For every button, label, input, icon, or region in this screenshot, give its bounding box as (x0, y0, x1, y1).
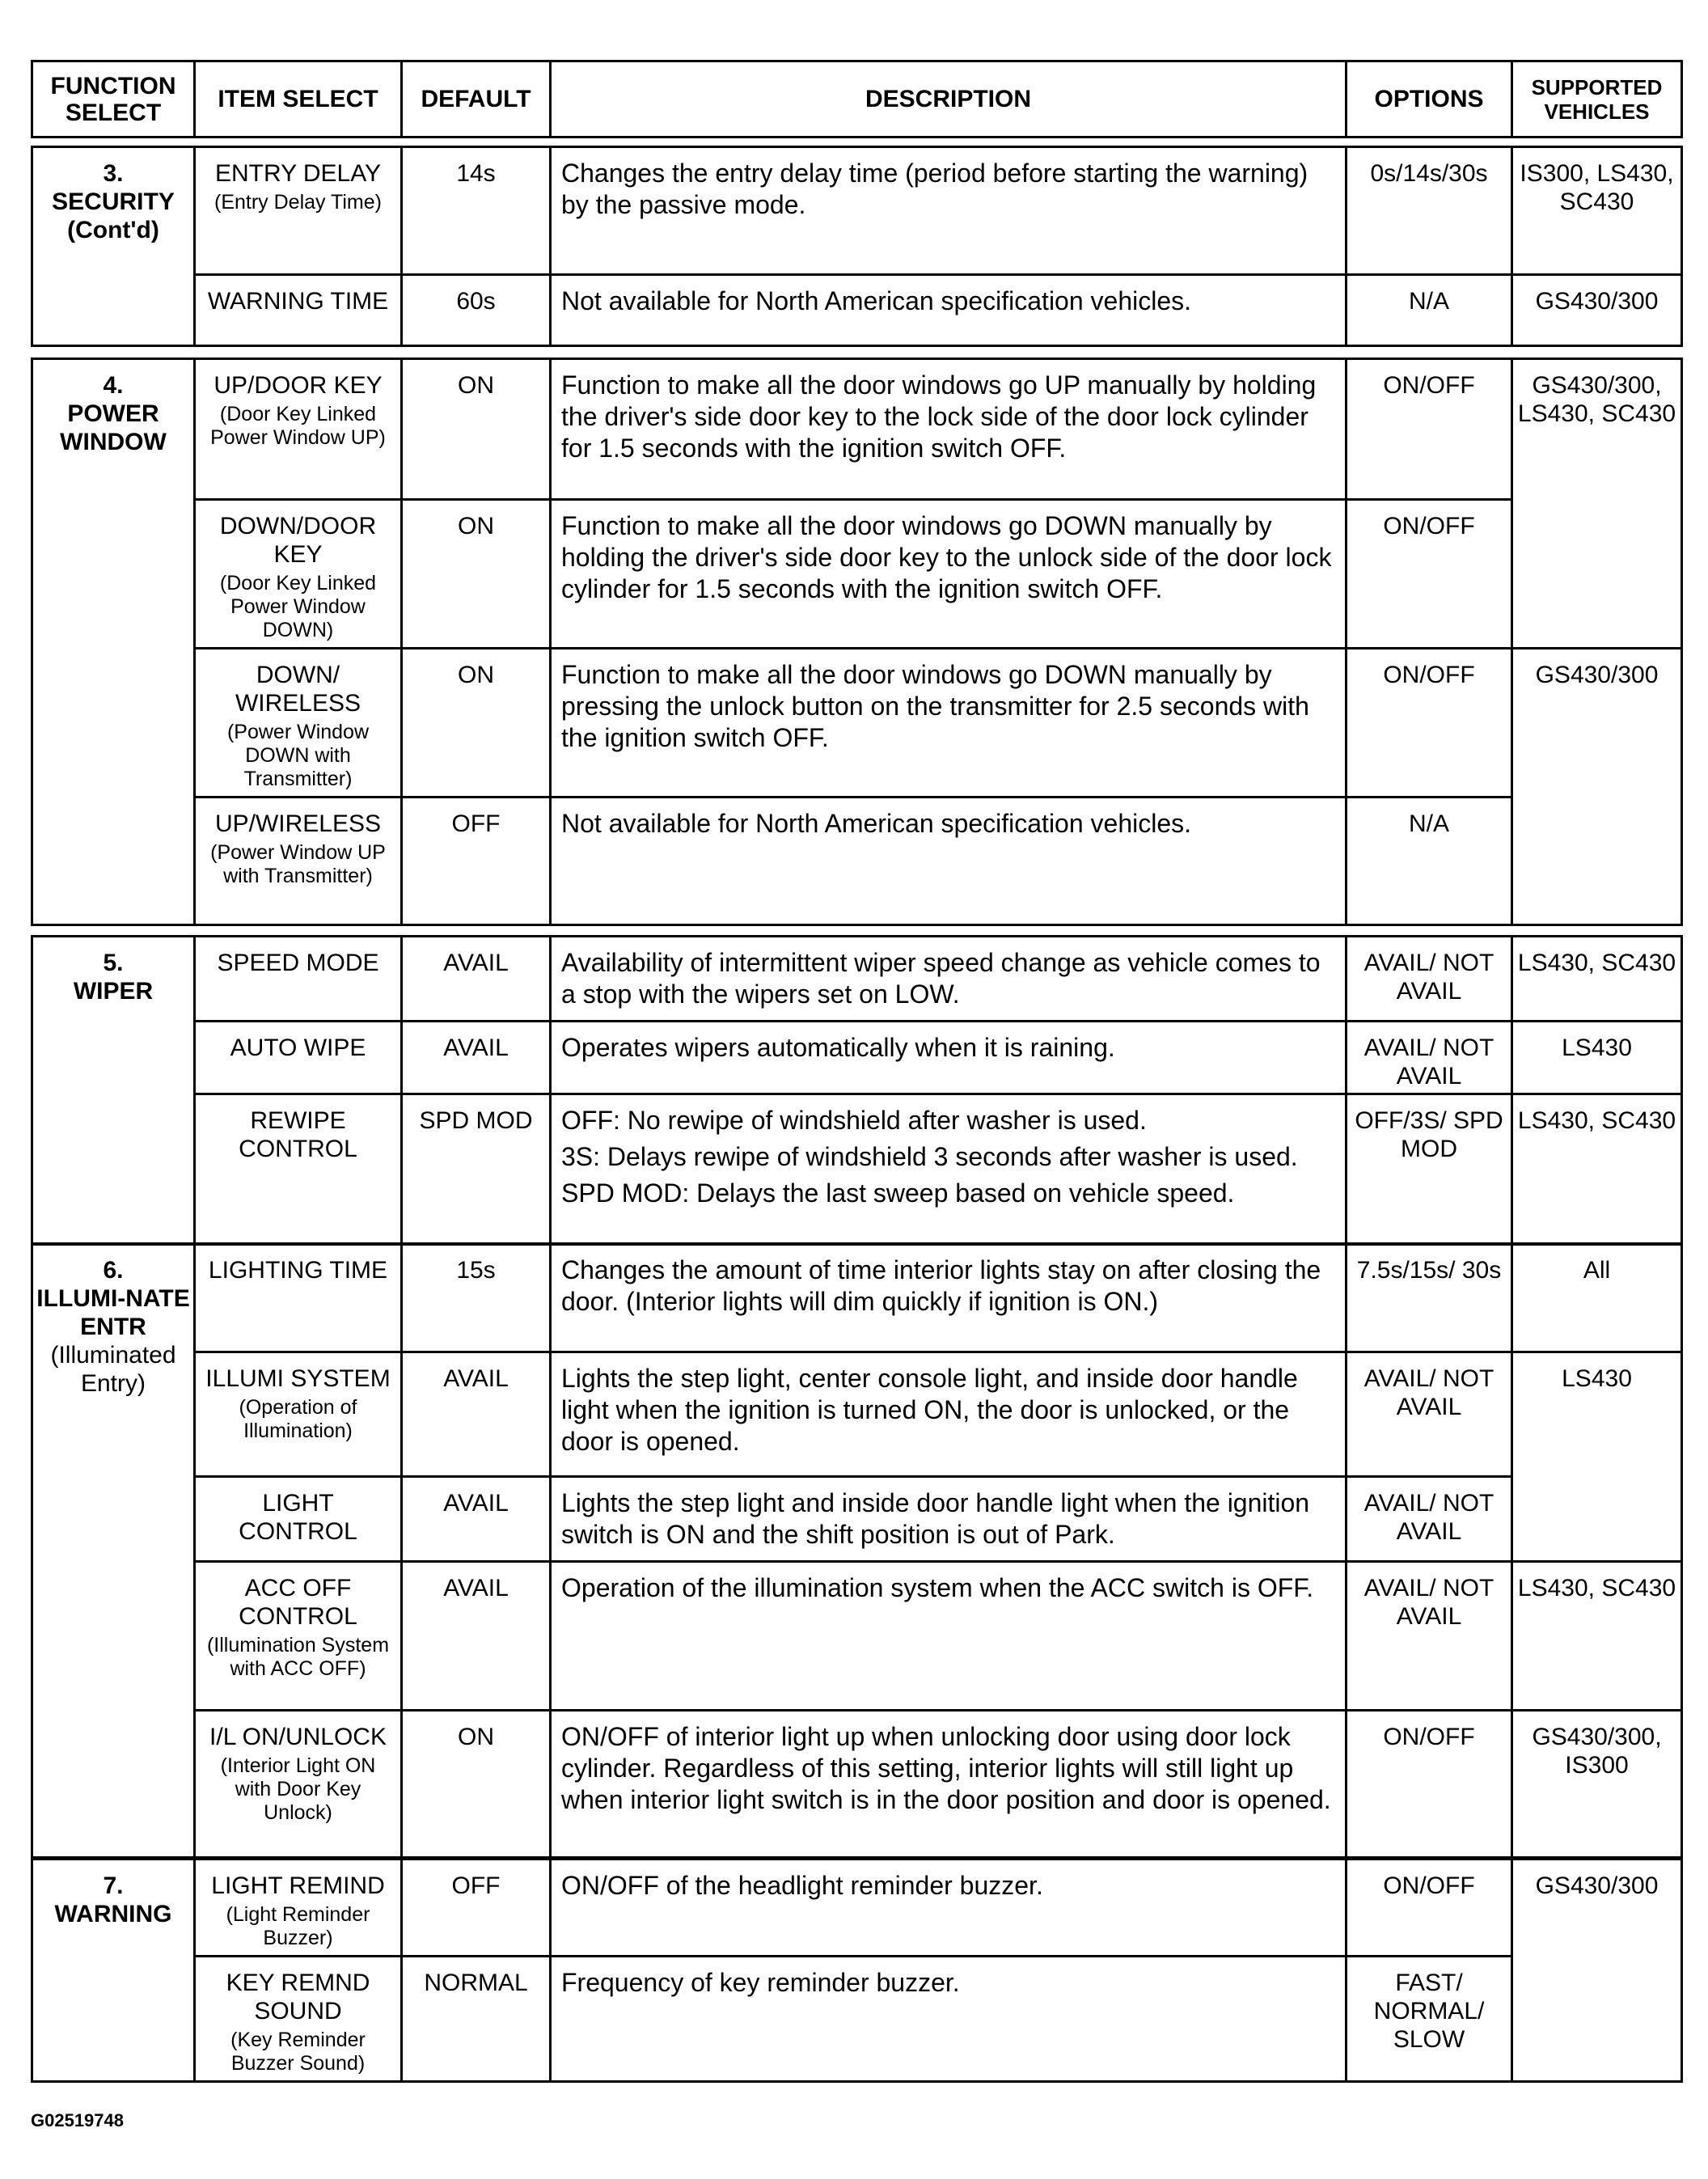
function-number: 6. (103, 1257, 124, 1284)
supported-vehicles-cell: GS430/300, LS430, SC430 (1512, 359, 1682, 649)
options-cell: AVAIL/ NOT AVAIL (1347, 1352, 1512, 1477)
item-name: ENTRY DELAY (214, 160, 382, 187)
options-cell: ON/OFF (1347, 359, 1512, 500)
table-row (32, 1022, 1682, 1094)
options-cell: AVAIL/ NOT AVAIL (1347, 1477, 1512, 1562)
item-select-cell (195, 649, 402, 798)
item-select-cell (195, 1957, 402, 2082)
item-name: SPEED MODE (217, 950, 379, 976)
item-name: DOWN/DOOR KEY (219, 513, 377, 568)
options-cell: ON/OFF (1347, 649, 1512, 798)
item-name: LIGHT REMIND (211, 1872, 385, 1899)
function-name: WARNING (54, 1901, 172, 1927)
item-select-cell (195, 1562, 402, 1711)
header-function-select: FUNCTION SELECT (32, 61, 195, 138)
description-text: ON/OFF of the headlight reminder buzzer. (561, 1871, 1043, 1900)
item-subtitle: (Entry Delay Time) (214, 191, 382, 214)
table-row (32, 1477, 1682, 1562)
header-options: OPTIONS (1347, 61, 1512, 138)
description-cell (551, 1022, 1347, 1094)
item-name: AUTO WIPE (230, 1034, 366, 1061)
description-text: Function to make all the door windows go UP manually by holding the driver's side door key to the lock side of the door lock cylinder for 1.5 seconds with the ignition switch OFF. (561, 370, 1317, 463)
function-name: POWER WINDOW (60, 400, 167, 455)
item-select-cell (195, 1711, 402, 1858)
table-row (32, 1244, 1682, 1352)
section-table (31, 358, 1683, 926)
options-cell: ON/OFF (1347, 1711, 1512, 1858)
item-subtitle: (Door Key Linked Power Window UP) (210, 403, 386, 449)
default-cell: AVAIL (402, 1352, 551, 1477)
default-cell: AVAIL (402, 937, 551, 1022)
default-cell: ON (402, 649, 551, 798)
table-row (32, 1711, 1682, 1858)
default-cell: SPD MOD (402, 1094, 551, 1245)
item-subtitle: (Power Window DOWN with Transmitter) (226, 721, 370, 790)
description-text: Operates wipers automatically when it is raining. (561, 1033, 1115, 1062)
default-cell: 15s (402, 1244, 551, 1352)
item-select-cell (195, 1244, 402, 1352)
description-text: Availability of intermittent wiper speed change as vehicle comes to a stop with the wipers set on LOW. (561, 948, 1321, 1009)
function-number: 5. (103, 950, 124, 976)
item-name: LIGHTING TIME (208, 1257, 388, 1284)
item-select-cell (195, 1352, 402, 1477)
figure-id: G02519748 (31, 2110, 124, 2130)
description-cell (551, 1352, 1347, 1477)
function-select-cell (32, 1860, 195, 2082)
description-text: SPD MOD: Delays the last sweep based on vehicle speed. (561, 1178, 1235, 1208)
function-name: SECURITY (52, 188, 175, 215)
options-cell: AVAIL/ NOT AVAIL (1347, 937, 1512, 1022)
item-name: WARNING TIME (207, 288, 389, 315)
function-name: ILLUMI-NATE ENTR (36, 1285, 190, 1340)
table-row (32, 1094, 1682, 1245)
section-table (31, 1858, 1683, 2083)
item-select-cell (195, 147, 402, 275)
item-subtitle: (Door Key Linked Power Window DOWN) (219, 572, 377, 641)
item-select-cell (195, 1477, 402, 1562)
item-select-cell (195, 937, 402, 1022)
table-row (32, 500, 1682, 649)
description-text: Not available for North American specification vehicles. (561, 286, 1192, 315)
header-default: DEFAULT (402, 61, 551, 138)
supported-vehicles-cell: LS430 (1512, 1022, 1682, 1094)
default-cell: NORMAL (402, 1957, 551, 2082)
description-text: ON/OFF of interior light up when unlocking door using door lock cylinder. Regardless of this setting, interior lights will still light up when interior light switch is in the door position and door is opened. (561, 1722, 1331, 1814)
item-subtitle: (Key Reminder Buzzer Sound) (230, 2029, 366, 2075)
item-name: LIGHT CONTROL (239, 1490, 357, 1545)
options-cell: AVAIL/ NOT AVAIL (1347, 1022, 1512, 1094)
header-table (31, 60, 1683, 138)
description-text: Changes the entry delay time (period before starting the warning) by the passive mode. (561, 159, 1308, 219)
item-select-cell (195, 275, 402, 346)
item-name: I/L ON/UNLOCK (209, 1724, 387, 1750)
options-cell: AVAIL/ NOT AVAIL (1347, 1562, 1512, 1711)
supported-vehicles-cell: LS430, SC430 (1512, 1094, 1682, 1245)
function-number: 4. (103, 372, 124, 399)
options-cell: 7.5s/15s/ 30s (1347, 1244, 1512, 1352)
default-cell: ON (402, 500, 551, 649)
options-cell: ON/OFF (1347, 500, 1512, 649)
supported-vehicles-cell: GS430/300 (1512, 649, 1682, 925)
item-select-cell (195, 798, 402, 925)
description-cell (551, 359, 1347, 500)
description-cell (551, 1477, 1347, 1562)
options-cell: N/A (1347, 275, 1512, 346)
section-table (31, 1242, 1683, 1859)
table-row (32, 1957, 1682, 2082)
header-item-select: ITEM SELECT (195, 61, 402, 138)
description-text: Changes the amount of time interior lights stay on after closing the door. (Interior lights will dim quickly if ignition is ON.) (561, 1255, 1321, 1316)
table-row (32, 359, 1682, 500)
function-number: 7. (103, 1872, 124, 1899)
description-cell (551, 500, 1347, 649)
description-text: Not available for North American specification vehicles. (561, 809, 1192, 838)
function-select-cell (32, 147, 195, 346)
description-cell (551, 1094, 1347, 1245)
description-text: Lights the step light, center console light, and inside door handle light when the ignition is turned ON, the door is unlocked, or the door is opened. (561, 1364, 1298, 1456)
item-subtitle: (Operation of Illumination) (239, 1396, 357, 1442)
item-name: KEY REMND SOUND (226, 1970, 370, 2025)
item-select-cell (195, 500, 402, 649)
table-row (32, 937, 1682, 1022)
options-cell: N/A (1347, 798, 1512, 925)
options-cell: OFF/3S/ SPD MOD (1347, 1094, 1512, 1245)
description-cell (551, 937, 1347, 1022)
supported-vehicles-cell: GS430/300, IS300 (1512, 1711, 1682, 1858)
header-supported-vehicles: SUPPORTED VEHICLES (1512, 61, 1682, 138)
description-text: Frequency of key reminder buzzer. (561, 1968, 960, 1997)
default-cell: AVAIL (402, 1477, 551, 1562)
description-text: OFF: No rewipe of windshield after washer is used. (561, 1106, 1147, 1135)
function-name: WIPER (73, 978, 154, 1005)
table-row (32, 1562, 1682, 1711)
table-row (32, 147, 1682, 275)
description-cell (551, 1244, 1347, 1352)
item-subtitle: (Illumination System with ACC OFF) (206, 1634, 390, 1680)
item-subtitle: (Interior Light ON with Door Key Unlock) (220, 1754, 376, 1824)
table-row (32, 275, 1682, 346)
supported-vehicles-cell: LS430, SC430 (1512, 1562, 1682, 1711)
default-cell: 14s (402, 147, 551, 275)
description-cell (551, 1711, 1347, 1858)
item-subtitle: (Light Reminder Buzzer) (226, 1903, 370, 1949)
item-name: DOWN/ WIRELESS (235, 662, 361, 717)
default-cell: OFF (402, 1860, 551, 1957)
item-name: REWIPE CONTROL (239, 1107, 357, 1162)
item-select-cell (195, 1094, 402, 1245)
supported-vehicles-cell: LS430, SC430 (1512, 937, 1682, 1022)
function-select-cell (32, 937, 195, 1245)
supported-vehicles-cell: GS430/300 (1512, 275, 1682, 346)
item-select-cell (195, 1860, 402, 1957)
function-note: (Cont'd) (67, 217, 159, 243)
default-cell: 60s (402, 275, 551, 346)
item-name: UP/WIRELESS (214, 810, 382, 837)
description-cell (551, 798, 1347, 925)
table-row (32, 1352, 1682, 1477)
description-text: 3S: Delays rewipe of windshield 3 seconds after washer is used. (561, 1142, 1298, 1171)
section-table (31, 146, 1683, 347)
description-cell (551, 147, 1347, 275)
item-select-cell (195, 1022, 402, 1094)
table-row (32, 649, 1682, 798)
item-subtitle: (Power Window UP with Transmitter) (210, 841, 386, 887)
description-text: Operation of the illumination system when the ACC switch is OFF. (561, 1573, 1314, 1602)
default-cell: ON (402, 1711, 551, 1858)
default-cell: AVAIL (402, 1562, 551, 1711)
description-text: Function to make all the door windows go DOWN manually by holding the driver's side door key to the unlock side of the door lock cylinder for 1.5 seconds with the ignition switch OFF. (561, 511, 1332, 603)
options-cell: ON/OFF (1347, 1860, 1512, 1957)
item-name: ILLUMI SYSTEM (205, 1365, 391, 1392)
description-text: Function to make all the door windows go DOWN manually by pressing the unlock button on the transmitter for 2.5 seconds with the ignition switch OFF. (561, 660, 1309, 752)
table-row (32, 798, 1682, 925)
description-text: Lights the step light and inside door handle light when the ignition switch is ON and the shift position is out of Park. (561, 1488, 1310, 1549)
supported-vehicles-cell: LS430 (1512, 1352, 1682, 1562)
options-cell: FAST/ NORMAL/ SLOW (1347, 1957, 1512, 2082)
item-select-cell (195, 359, 402, 500)
description-cell (551, 1562, 1347, 1711)
supported-vehicles-cell: GS430/300 (1512, 1860, 1682, 2082)
supported-vehicles-cell: IS300, LS430, SC430 (1512, 147, 1682, 275)
item-name: UP/DOOR KEY (214, 372, 383, 399)
description-cell (551, 275, 1347, 346)
description-cell (551, 649, 1347, 798)
default-cell: OFF (402, 798, 551, 925)
default-cell: ON (402, 359, 551, 500)
description-cell (551, 1957, 1347, 2082)
item-name: ACC OFF CONTROL (239, 1575, 357, 1630)
function-select-cell (32, 1244, 195, 1858)
section-table (31, 935, 1683, 1246)
description-cell (551, 1860, 1347, 1957)
header-description: DESCRIPTION (551, 61, 1347, 138)
default-cell: AVAIL (402, 1022, 551, 1094)
function-number: 3. (103, 160, 124, 187)
options-cell: 0s/14s/30s (1347, 147, 1512, 275)
table-row (32, 1860, 1682, 1957)
function-note: (Illuminated Entry) (50, 1342, 176, 1397)
function-select-cell (32, 359, 195, 925)
supported-vehicles-cell: All (1512, 1244, 1682, 1352)
